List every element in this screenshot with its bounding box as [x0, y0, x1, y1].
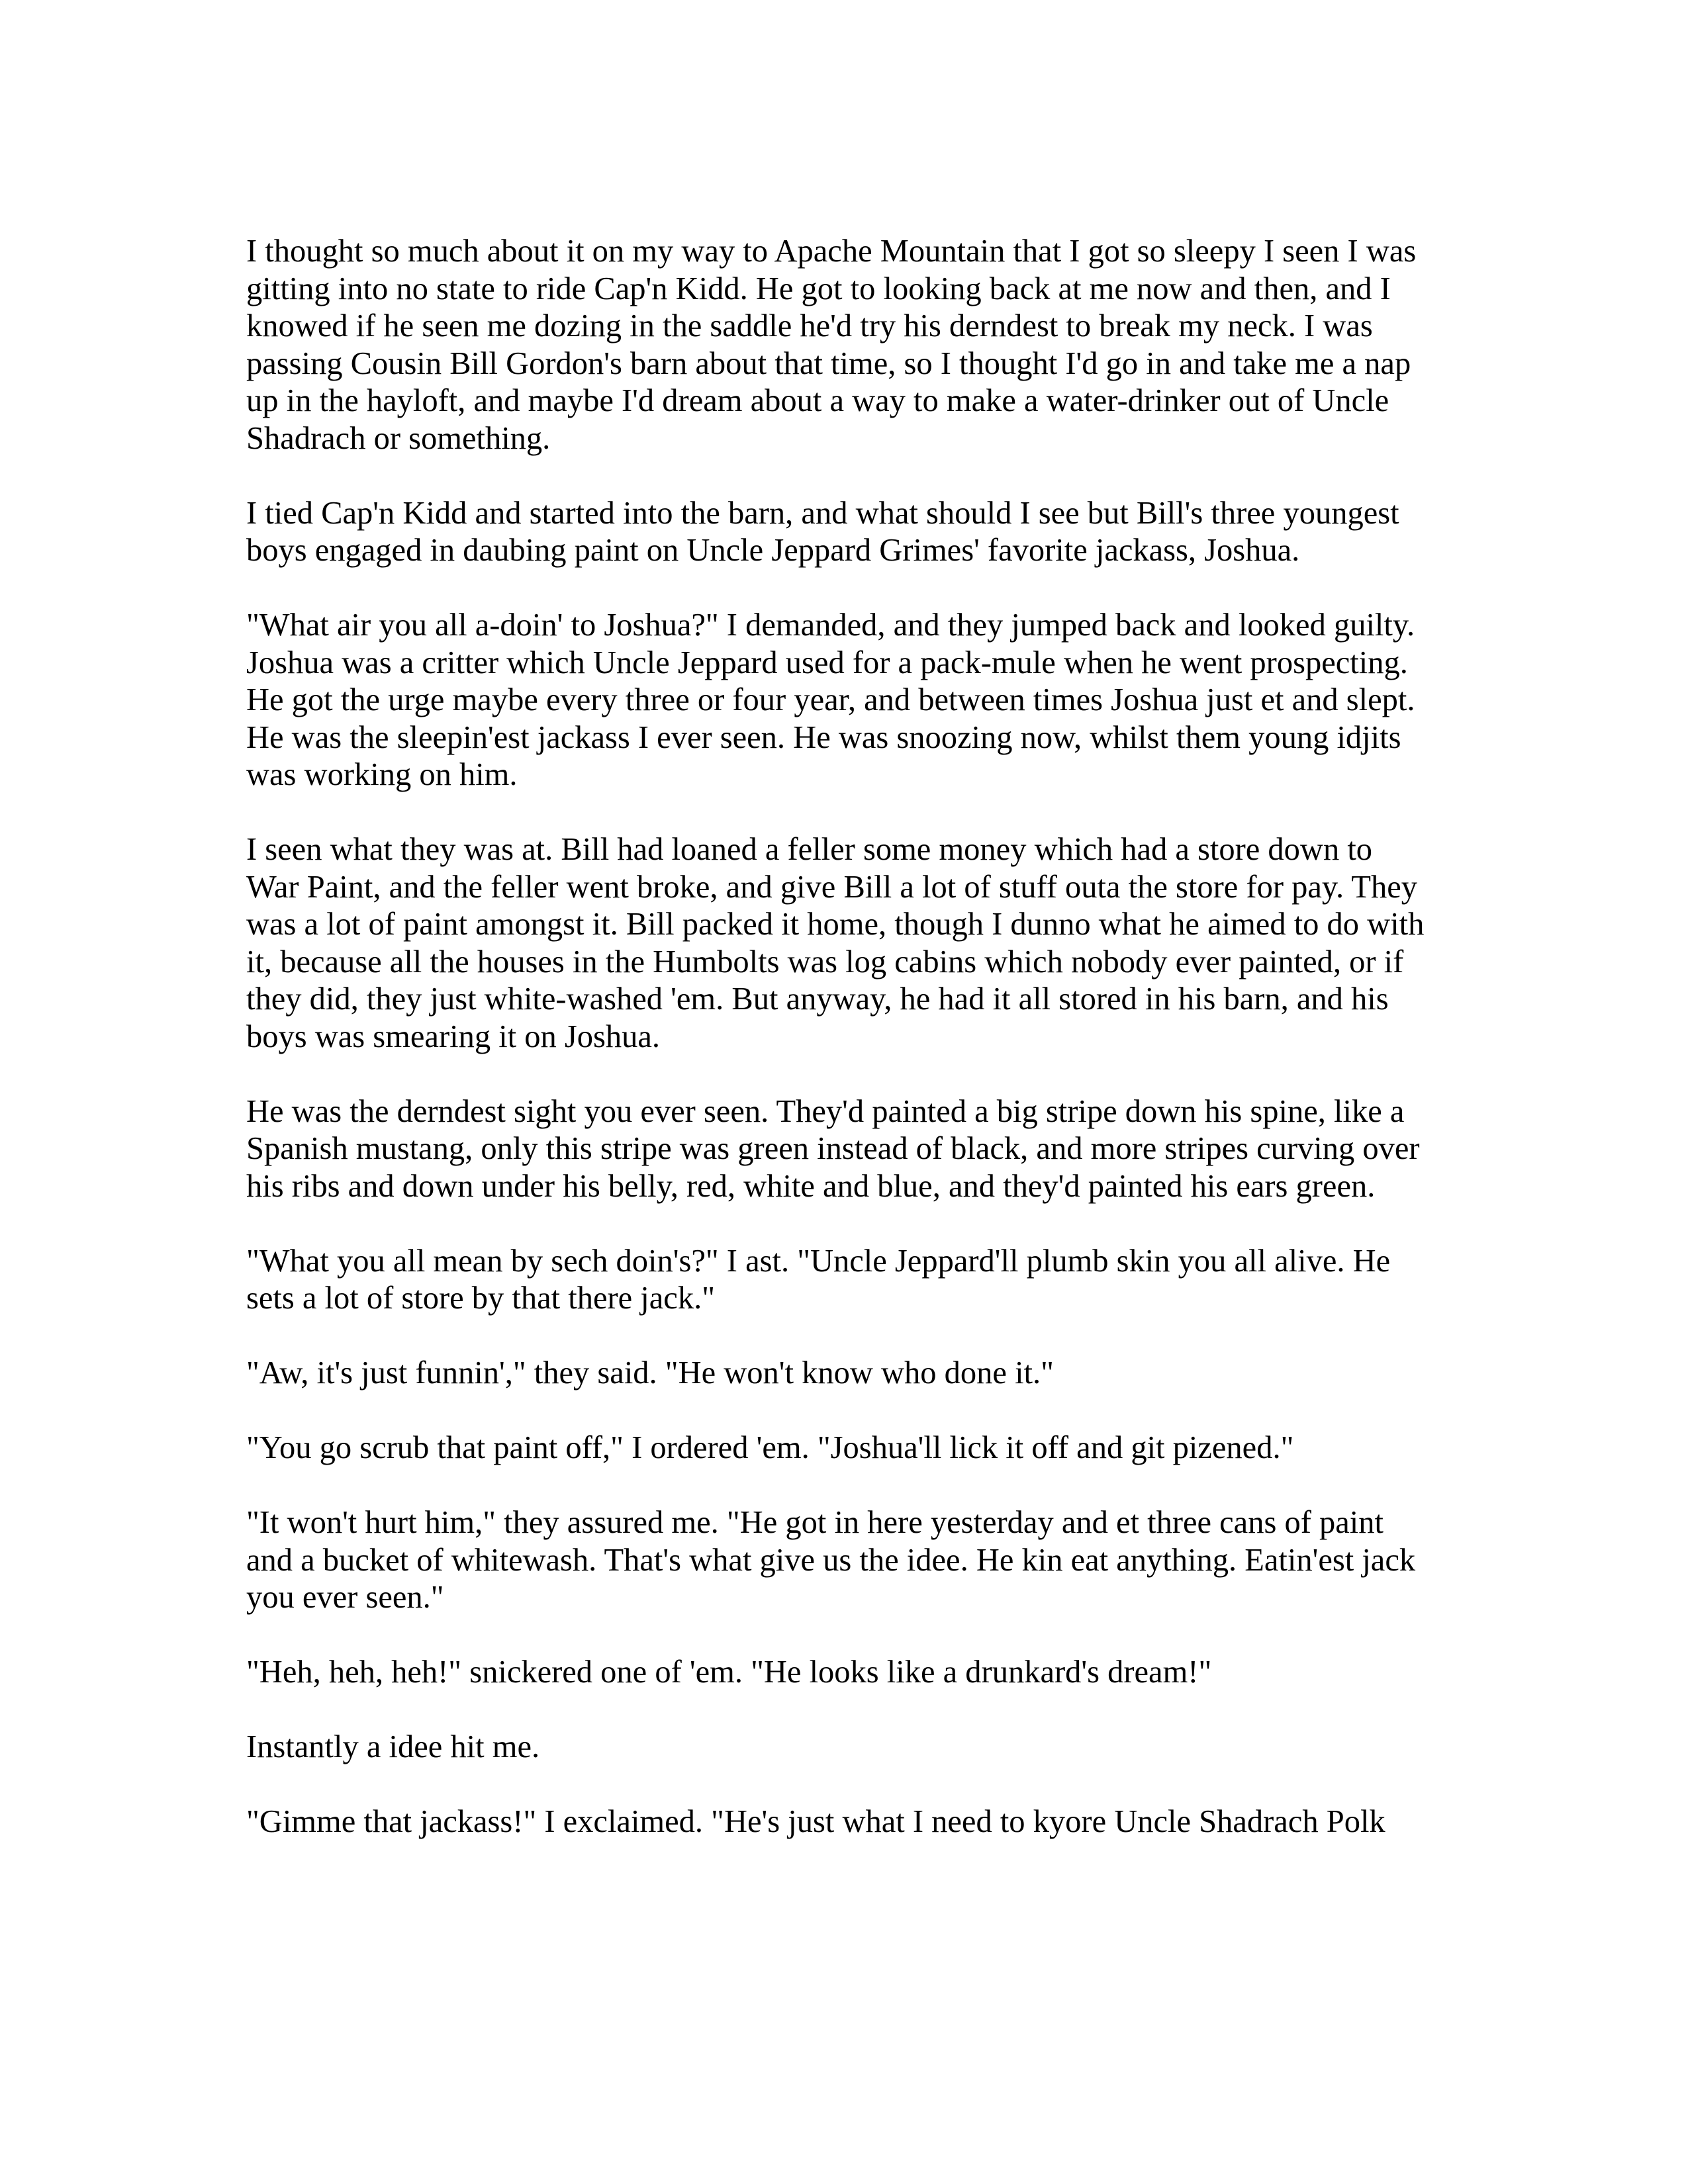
- body-text: [246, 233, 1431, 1841]
- paragraph-12: "Gimme that jackass!" I exclaimed. "He's just what I need to kyore Uncle Shadrach Polk: [246, 1804, 1385, 1839]
- paragraph-4: I seen what they was at. Bill had loaned a feller some money which had a store down to War Paint, and the feller went broke, and give Bill a lot of stuff outa the store for pay. They was a lot of paint amongst it. Bill packed it home, though I dunno what he aimed to do with it, because all the houses in the Humbolts was log cabins which nobody ever painted, or if they did, they just white-washed 'em. But anyway, he had it all stored in his barn, and his boys was smearing it on Joshua.: [246, 832, 1425, 1054]
- paragraph-2: I tied Cap'n Kidd and started into the barn, and what should I see but Bill's three youngest boys engaged in daubing paint on Uncle Jeppard Grimes' favorite jackass, Joshua.: [246, 495, 1399, 568]
- paragraph-8: "You go scrub that paint off," I ordered 'em. "Joshua'll lick it off and git pizened.": [246, 1430, 1294, 1465]
- paragraph-1: I thought so much about it on my way to Apache Mountain that I got so sleepy I seen I was gitting into no state to ride Cap'n Kidd. He got to looking back at me now and then, and I knowed if he seen me dozing in the saddle he'd try his derndest to break my neck. I was passing Cousin Bill Gordon's barn about that time, so I thought I'd go in and take me a nap up in the hayloft, and maybe I'd dream about a way to make a water-drinker out of Uncle Shadrach or something.: [246, 234, 1417, 456]
- paragraph-11: Instantly a idee hit me.: [246, 1729, 540, 1764]
- paragraph-6: "What you all mean by sech doin's?" I ast. "Uncle Jeppard'll plumb skin you all alive. He sets a lot of store by that there jack.": [246, 1243, 1391, 1316]
- paragraph-10: "Heh, heh, heh!" snickered one of 'em. "He looks like a drunkard's dream!": [246, 1655, 1212, 1690]
- paragraph-7: "Aw, it's just funnin'," they said. "He won't know who done it.": [246, 1355, 1054, 1390]
- paragraph-9: "It won't hurt him," they assured me. "He got in here yesterday and et three cans of paint and a bucket of whitewash. That's what give us the idee. He kin eat anything. Eatin'est jack you ever seen.": [246, 1505, 1416, 1615]
- paragraph-5: He was the derndest sight you ever seen. They'd painted a big stripe down his spine, like a Spanish mustang, only this stripe was green instead of black, and more stripes curving over his ribs and down under his belly, red, white and blue, and they'd painted his ears green.: [246, 1093, 1420, 1204]
- paragraph-3: "What air you all a-doin' to Joshua?" I demanded, and they jumped back and looked guilty. Joshua was a critter which Uncle Jeppard used for a pack-mule when he went prospecting. He got the urge maybe every three or four year, and between times Joshua just et and slept. He was the sleepin'est jackass I ever seen. He was snoozing now, whilst them young idjits was working on him.: [246, 608, 1415, 792]
